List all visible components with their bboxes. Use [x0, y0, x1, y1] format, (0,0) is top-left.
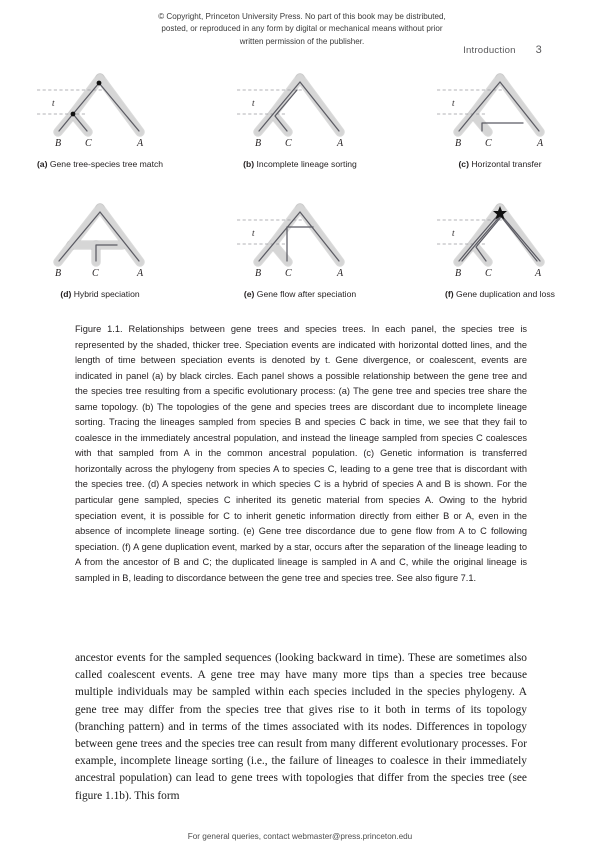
panel-e-tag: (e): [243, 289, 255, 299]
panel-c-caption: [435, 159, 565, 171]
figure-caption: Figure 1.1. Relationships between gene trees and species trees. In each panel, the species tree is represented by the shaded, thicker tree. Speciation events are indicated with horizontal dotted lines, and the length of time between speciation events is denoted by t. Gene divergence, or coalescent, events are indicated in panel (a) by black circles. Each panel shows a possible relationship between the gene tree and the species tree resulting from a specific evolutionary process: (a) The gene tree and species tree share the same topology. (b) The topologies of the gene and species trees are discordant due to incomplete lineage sorting. Tracing the lineages sampled from species B and species C back in time, we see that they fail to coalesce in the immediately ancestral population, and instead the lineage sampled from species C coalesces with that sampled from A in the common ancestral population. (c) Genetic information is transferred horizontally across the phylogeny from species A to species C, leading to a gene tree that is discordant with the species tree. (d) A species network in which species C is a hybrid of species A and B is shown. For the particular gene sampled, species C inherited its genetic material from species A. Owing to the hybrid speciation event, it is possible for C to inherit genetic information directly from either B or A, even in the absence of incomplete lineage sorting. (e) Gene tree discordance due to gene flow from A to C following speciation. (f) A gene duplication event, marked by a star, occurs after the separation of the lineage leading to A from the ancestor of B and C; the duplicated lineage is sampled in A and C, while the original lineage is sampled in B, leading to discordance between the gene tree and species tree. See also figure 7.1.: [75, 324, 527, 583]
panel-b-incomplete-lineage-sorting: [212, 68, 388, 171]
panel-d-label: Hybrid speciation: [73, 289, 140, 299]
panel-a-label: Gene tree-species tree match: [49, 159, 164, 169]
page-footer: For general queries, contact webmaster@press.princeton.edu: [187, 832, 413, 841]
panel-d-hybrid-speciation: [12, 198, 188, 301]
tip-label-c-d: C: [92, 268, 99, 279]
species-tree-e: [258, 208, 340, 262]
panel-b-label: Incomplete lineage sorting: [256, 159, 357, 169]
panel-b-tag: (b): [243, 159, 255, 169]
figure-panel-row-top: [0, 68, 600, 171]
panel-e-diagram: [225, 198, 375, 286]
species-tree-c: [458, 78, 540, 132]
panel-f-tag: (f): [445, 289, 454, 299]
tip-label-b-b: B: [255, 138, 262, 149]
figure-1-1: [0, 68, 600, 318]
species-network-d: [58, 208, 140, 262]
figure-panel-row-bottom: [0, 198, 600, 301]
panel-b-diagram: [225, 68, 375, 156]
panel-e-caption: [235, 289, 365, 301]
tip-label-a-f: A: [535, 268, 542, 279]
tip-label-c-c: C: [485, 138, 492, 149]
panel-c-diagram: [425, 68, 575, 156]
tip-label-b-a: B: [55, 138, 62, 149]
panel-d-caption: [35, 289, 165, 301]
panel-b-caption: [235, 159, 365, 171]
panel-f-caption: [435, 289, 565, 301]
running-head: [463, 44, 542, 56]
panel-d-diagram: [25, 198, 175, 286]
panel-e-gene-flow-after-speciation: [212, 198, 388, 301]
time-label-c: t: [452, 98, 455, 108]
coalescent-node-root-a: [97, 81, 102, 86]
tip-label-c-f: C: [485, 268, 492, 279]
time-label-a: t: [52, 98, 55, 108]
copyright-notice: © Copyright, Princeton University Press. No part of this book may be distributed, posted, or reproduced in any form by digital or mechanical means without prior written permission of the publisher.: [158, 12, 446, 46]
time-label-f: t: [452, 228, 455, 238]
tip-label-a-c: A: [537, 138, 544, 149]
panel-c-tag: (c): [458, 159, 469, 169]
body-paragraph: ancestor events for the sampled sequences (looking backward in time). These are sometimes also called coalescent events. A gene tree may have many more tips than a species tree because multiple individuals may be sampled within each species included in the species phylogeny. A gene tree may differ from the species tree that gives rise to it both in terms of its topology (branching pattern) and in terms of the times associated with its nodes. Differences in topology between gene trees and the species tree can result from many different evolutionary processes. For example, incomplete lineage sorting (i.e., the failure of lineages to coalesce in their immediately ancestral population) can lead to gene trees with topologies that differ from the species tree (see figure 1.1b). This form: [75, 652, 527, 802]
tip-label-c-b: C: [285, 138, 292, 149]
species-tree-a: [58, 78, 140, 132]
species-tree-b: [258, 78, 340, 132]
gene-tree-f: [459, 214, 540, 261]
page-number: 3: [535, 44, 542, 56]
tip-label-a-e: A: [337, 268, 344, 279]
tip-label-b-f: B: [455, 268, 462, 279]
tip-label-a-d: A: [137, 268, 144, 279]
panel-c-horizontal-transfer: [412, 68, 588, 171]
panel-d-tag: (d): [60, 289, 72, 299]
panel-f-gene-duplication-and-loss: [412, 198, 588, 301]
tip-label-a-b: A: [337, 138, 344, 149]
time-label-e: t: [252, 228, 255, 238]
panel-f-diagram: [425, 198, 575, 286]
panel-e-label: Gene flow after speciation: [256, 289, 357, 299]
coalescent-node-bc-a: [71, 112, 76, 117]
panel-a-caption: [35, 159, 165, 171]
panel-c-label: Horizontal transfer: [471, 159, 542, 169]
running-head-label: Introduction: [463, 45, 516, 56]
panel-a-gene-tree-species-tree-match: [12, 68, 188, 171]
time-label-b: t: [252, 98, 255, 108]
tip-label-c-a: C: [85, 138, 92, 149]
tip-label-c-e: C: [285, 268, 292, 279]
tip-label-b-e: B: [255, 268, 262, 279]
tip-label-b-d: B: [55, 268, 62, 279]
tip-label-b-c: B: [455, 138, 462, 149]
panel-a-tag: (a): [36, 159, 48, 169]
panel-a-diagram: [25, 68, 175, 156]
tip-label-a-a: A: [137, 138, 144, 149]
panel-f-label: Gene duplication and loss: [456, 289, 555, 299]
